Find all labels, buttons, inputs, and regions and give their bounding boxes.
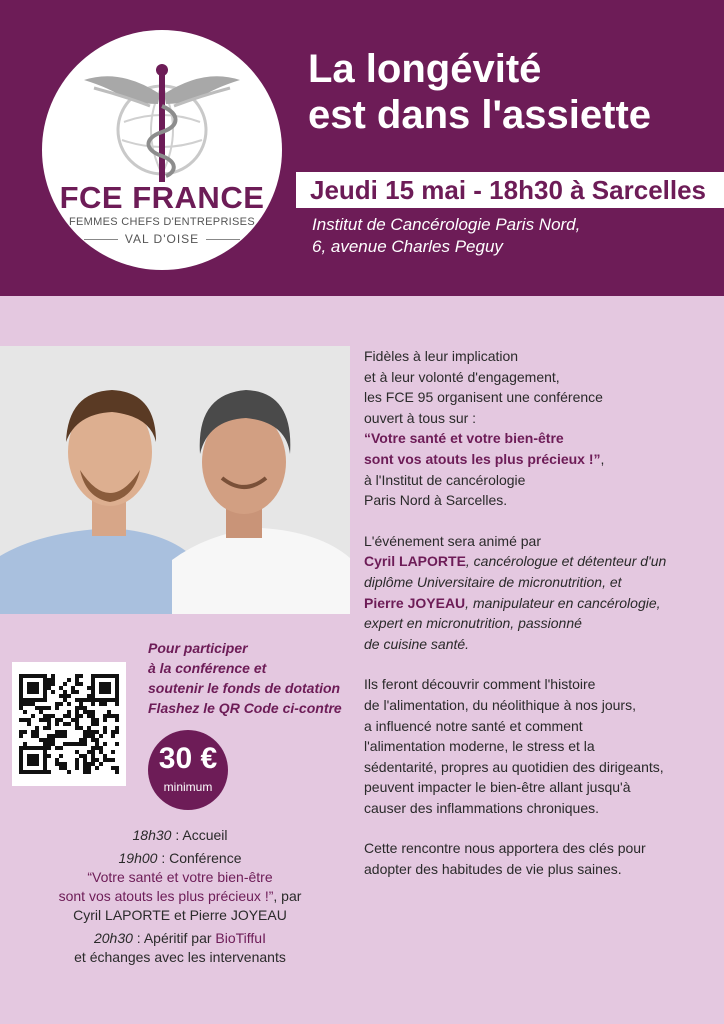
intro-quote-line-2: sont vos atouts les plus précieux !” [364, 450, 601, 467]
venue-address [312, 214, 712, 258]
participation-info [148, 638, 358, 718]
speaker-1-name: Cyril LAPORTE [364, 553, 466, 570]
participate-line-2: à la conférence et [148, 660, 267, 676]
participate-line-4: Flashez le QR Code ci-contre [148, 700, 342, 716]
logo-region: VAL D'OISE [124, 232, 200, 246]
logo-subtitle: FEMMES CHEFS D'ENTREPRISES [69, 216, 255, 228]
program-aperitif [10, 929, 350, 967]
aperitif-partner: BioTiffuI [215, 930, 266, 946]
intro-line-5: à l'Institut de cancérologie [364, 471, 526, 488]
topic-line-7: causer des inflammations chroniques. [364, 799, 600, 816]
price-amount: 30 € [158, 742, 218, 775]
intro-line-6: Paris Nord à Sarcelles. [364, 492, 508, 509]
topic-line-6: peuvent impacter le bien-être allant jusqu'à [364, 779, 631, 796]
speaker-1-desc-b: diplôme Universitaire de micronutrition, et [364, 573, 622, 590]
conference-by: , par [273, 888, 302, 904]
aperitif-label: : Apéritif par [132, 930, 216, 946]
conference-speakers: Cyril LAPORTE et Pierre JOYEAU [73, 907, 287, 923]
speakers-intro: L'événement sera animé par [364, 532, 541, 549]
logo [42, 30, 282, 270]
page-title [308, 46, 708, 138]
aperitif-line-2: et échanges avec les intervenants [74, 949, 286, 965]
intro-quote-end: , [600, 450, 605, 467]
logo-name: FCE FRANCE [59, 180, 265, 215]
conference-time: 19h00 [118, 850, 158, 866]
program-conference [10, 849, 350, 925]
speaker-1-desc-a: , cancérologue et détenteur d'un [465, 553, 667, 570]
program-welcome [10, 826, 350, 845]
intro-line-4: ouvert à tous sur : [364, 409, 477, 426]
speaker-2-name: Pierre JOYEAU [364, 594, 466, 611]
title-line-2: est dans l'assiette [308, 93, 652, 137]
speaker-2-desc-a: , manipulateur en cancérologie, [465, 594, 661, 611]
participate-line-1: Pour participer [148, 640, 248, 656]
speakers-photo [0, 346, 350, 614]
closing-line-2: adopter des habitudes de vie plus saines. [364, 861, 622, 878]
event-program [10, 826, 350, 971]
topic-line-4: l'alimentation moderne, le stress et la [364, 738, 595, 755]
speaker-2-desc-c: de cuisine santé. [364, 635, 470, 652]
topic-line-1: Ils feront découvrir comment l'histoire [364, 676, 596, 693]
header-banner [0, 0, 724, 296]
event-date: Jeudi 15 mai - 18h30 à Sarcelles [310, 175, 707, 205]
speaker-2-desc-b: expert en micronutrition, passionné [364, 615, 582, 632]
conference-title-line-2: sont vos atouts les plus précieux !” [58, 888, 274, 904]
intro-quote-line-1: “Votre santé et votre bien-être [364, 430, 564, 447]
event-description [364, 346, 716, 880]
caduceus-globe-icon [80, 58, 244, 186]
title-line-1: La longévité [308, 47, 542, 91]
closing-line-1: Cette rencontre nous apportera des clés pour [364, 840, 646, 857]
price-badge [148, 730, 228, 810]
venue-line-1: Institut de Cancérologie Paris Nord, [312, 215, 581, 234]
price-note: minimum [163, 780, 213, 794]
conference-label: : Conférence [157, 850, 242, 866]
venue-line-2: 6, avenue Charles Peguy [312, 237, 503, 256]
qr-code-icon [12, 662, 126, 786]
topic-line-5: sédentarité, propres au quotidien des dirigeants, [364, 758, 664, 775]
intro-line-3: les FCE 95 organisent une conférence [364, 389, 603, 406]
topic-line-2: de l'alimentation, du néolithique à nos jours, [364, 696, 636, 713]
intro-line-2: et à leur volonté d'engagement, [364, 368, 560, 385]
qr-code[interactable] [12, 662, 126, 786]
welcome-time: 18h30 [132, 827, 172, 843]
aperitif-time: 20h30 [93, 930, 133, 946]
topic-line-3: a influencé notre santé et comment [364, 717, 583, 734]
intro-line-1: Fidèles à leur implication [364, 348, 519, 364]
date-banner [296, 172, 724, 208]
welcome-label: : Accueil [171, 827, 228, 843]
participate-line-3: soutenir le fonds de dotation [148, 680, 341, 696]
conference-title-line-1: “Votre santé et votre bien-être [87, 869, 273, 885]
speakers-illustration [0, 346, 350, 614]
